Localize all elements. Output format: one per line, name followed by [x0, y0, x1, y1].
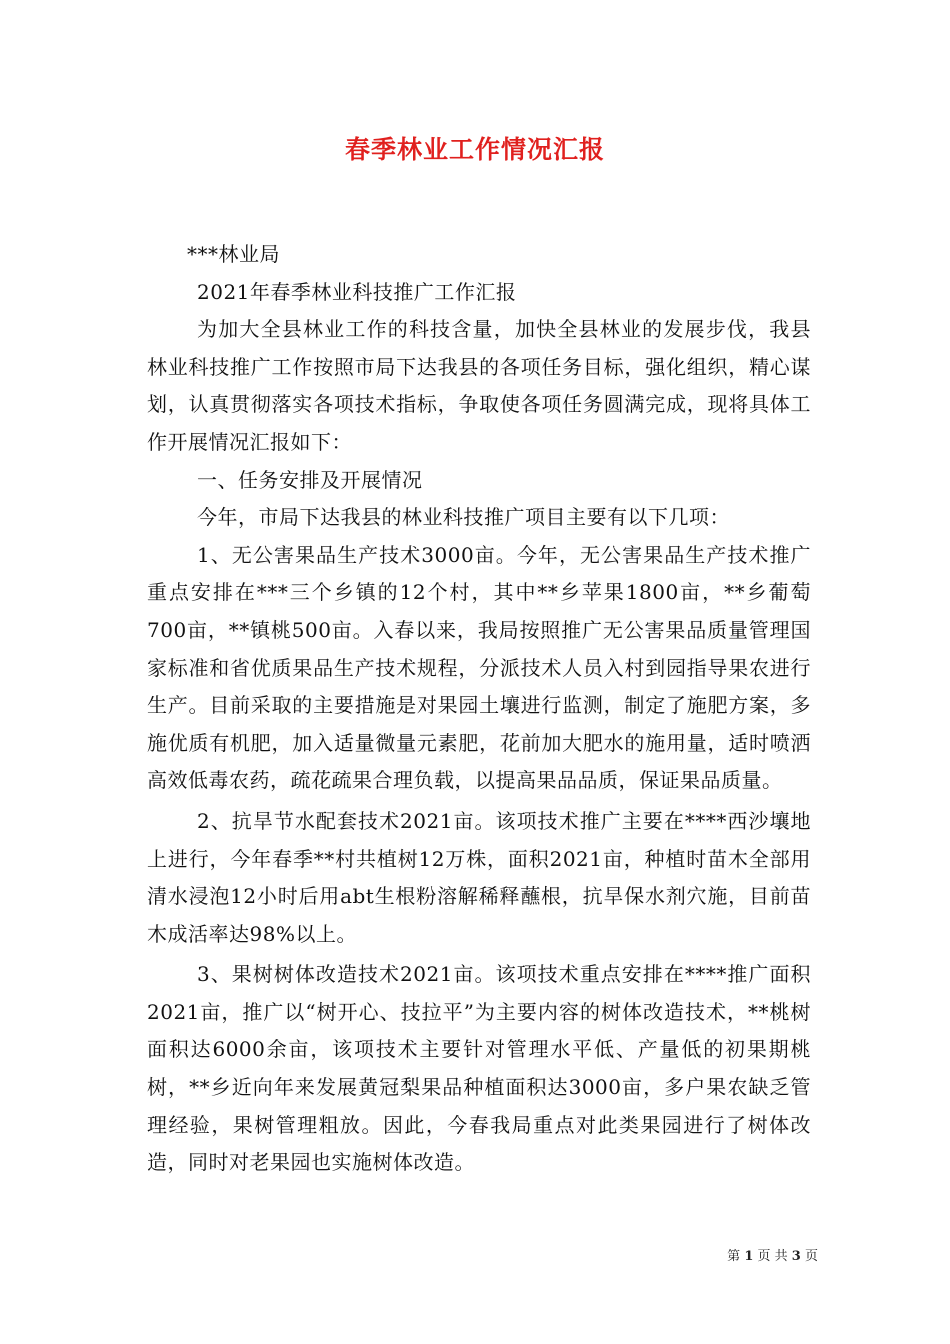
section-heading: 一、任务安排及开展情况 — [197, 467, 423, 492]
organization-name: ***林业局 — [187, 242, 280, 266]
document-body — [147, 236, 811, 1182]
report-subtitle: 2021年春季林业科技推广工作汇报 — [197, 279, 517, 304]
paragraph-intro: 为加大全县林业工作的科技含量，加快全县林业的发展步伐，我县林业科技推广工作按照市局下达我县的各项任务目标，强化组织，精心谋划，认真贯彻落实各项技术指标，争取使各项任务圆满完成，现将具体工作开展情况汇报如下： — [147, 317, 811, 454]
paragraph-item-1: 1、无公害果品生产技术3000亩。今年，无公害果品生产技术推广重点安排在***三个乡镇的12个村，其中**乡苹果1800亩，**乡葡萄700亩，**镇桃500亩。入春以来，我局按照推广无公害果品质量管理国家标准和省优质果品生产技术规程，分派技术人员入村到园指导果农进行生产。目前采取的主要措施是对果园土壤进行监测，制定了施肥方案，多施优质有机肥，加入适量微量元素肥，花前加大肥水的施用量，适时喷洒高效低毒农药，疏花疏果合理负载，以提高果品品质，保证果品质量。 — [147, 542, 811, 793]
footer-page-number: 1 — [744, 1249, 754, 1264]
footer-total-pages: 3 — [791, 1249, 801, 1264]
paragraph-item-3: 3、果树树体改造技术2021亩。该项技术重点安排在****推广面积2021亩，推广以“树开心、技拉平”为主要内容的树体改造技术，**桃树面积达6000余亩，该项技术主要针对管理水平低、产量低的初果期桃树，**乡近向年来发展黄冠梨果品种植面积达3000亩，多户果农缺乏管理经验，果树管理粗放。因此，今春我局重点对此类果园进行了树体改造，同时对老果园也实施树体改造。 — [147, 962, 811, 1175]
footer-middle: 页 共 — [757, 1249, 788, 1264]
document-title: 春季林业工作情况汇报 — [344, 135, 605, 164]
footer-prefix: 第 — [727, 1249, 741, 1264]
footer-suffix: 页 — [804, 1249, 818, 1264]
page-footer — [727, 1248, 818, 1266]
paragraph-item-2: 2、抗旱节水配套技术2021亩。该项技术推广主要在****西沙壤地上进行，今年春季**村共植树12万株，面积2021亩，种植时苗木全部用清水浸泡12小时后用abt生根粉溶解稀释蘸根，抗旱保水剂穴施，目前苗木成活率达98%以上。 — [147, 808, 811, 946]
paragraph-projects: 今年，市局下达我县的林业科技推广项目主要有以下几项： — [197, 505, 730, 530]
